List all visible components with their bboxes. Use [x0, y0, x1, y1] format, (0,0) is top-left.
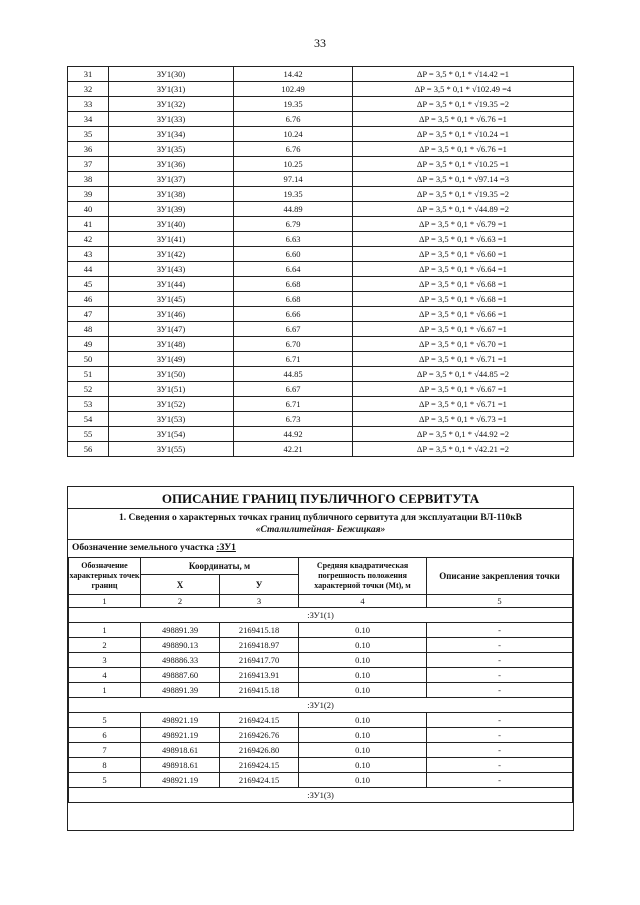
parcel-id: ЗУ1(48) [109, 337, 234, 352]
group-row [69, 788, 573, 803]
parcel-id: ЗУ1(46) [109, 307, 234, 322]
point-id: 8 [69, 758, 141, 773]
table-row [69, 668, 573, 683]
table-row [69, 623, 573, 638]
area-value: 6.70 [234, 337, 353, 352]
table-row [68, 382, 574, 397]
coord-y: 2169418.97 [220, 638, 299, 653]
table-row [68, 352, 574, 367]
col-number: 1 [69, 595, 141, 608]
delta-formula: ΔP = 3,5 * 0,1 * √6.67 =1 [353, 382, 574, 397]
parcel-id: ЗУ1(33) [109, 112, 234, 127]
group-label: :ЗУ1(1) [69, 608, 573, 623]
area-value: 44.85 [234, 367, 353, 382]
header-y: У [220, 575, 299, 595]
row-number: 46 [68, 292, 109, 307]
parcel-designation [72, 543, 236, 553]
area-value: 6.76 [234, 142, 353, 157]
col-number: 5 [427, 595, 573, 608]
area-value: 6.68 [234, 277, 353, 292]
coord-y: 2169424.15 [220, 758, 299, 773]
table-row [68, 442, 574, 457]
fixing-desc: - [427, 653, 573, 668]
table-row [68, 187, 574, 202]
delta-formula: ΔP = 3,5 * 0,1 * √44.85 =2 [353, 367, 574, 382]
row-number: 38 [68, 172, 109, 187]
row-number: 36 [68, 142, 109, 157]
coord-x: 498891.39 [141, 683, 220, 698]
group-label: :ЗУ1(3) [69, 788, 573, 803]
row-number: 34 [68, 112, 109, 127]
parcel-id: ЗУ1(44) [109, 277, 234, 292]
coord-x: 498886.33 [141, 653, 220, 668]
table-row [69, 743, 573, 758]
parcel-id: ЗУ1(47) [109, 322, 234, 337]
row-number: 33 [68, 97, 109, 112]
row-number: 43 [68, 247, 109, 262]
point-id: 7 [69, 743, 141, 758]
accuracy-value: 0.10 [299, 623, 427, 638]
row-number: 32 [68, 82, 109, 97]
header-accuracy: Средняя квадратическая погрешность положения характерной точки (Мt), м [299, 558, 427, 595]
parcel-id: ЗУ1(45) [109, 292, 234, 307]
point-id: 6 [69, 728, 141, 743]
row-number: 55 [68, 427, 109, 442]
accuracy-value: 0.10 [299, 683, 427, 698]
coord-y: 2169426.80 [220, 743, 299, 758]
table-row [69, 638, 573, 653]
table-row [68, 127, 574, 142]
accuracy-value: 0.10 [299, 653, 427, 668]
delta-formula: ΔP = 3,5 * 0,1 * √6.63 =1 [353, 232, 574, 247]
parcel-id: ЗУ1(52) [109, 397, 234, 412]
header-x: Х [141, 575, 220, 595]
area-value: 6.76 [234, 112, 353, 127]
parcel-id: ЗУ1(31) [109, 82, 234, 97]
row-number: 54 [68, 412, 109, 427]
row-number: 35 [68, 127, 109, 142]
row-number: 37 [68, 157, 109, 172]
delta-formula: ΔP = 3,5 * 0,1 * √6.71 =1 [353, 397, 574, 412]
parcel-id: ЗУ1(36) [109, 157, 234, 172]
area-value: 44.89 [234, 202, 353, 217]
accuracy-value: 0.10 [299, 713, 427, 728]
parcel-id: ЗУ1(40) [109, 217, 234, 232]
area-value: 97.14 [234, 172, 353, 187]
delta-formula: ΔP = 3,5 * 0,1 * √44.92 =2 [353, 427, 574, 442]
row-number: 45 [68, 277, 109, 292]
section-title: ОПИСАНИЕ ГРАНИЦ ПУБЛИЧНОГО СЕРВИТУТА [161, 491, 480, 506]
table-row [68, 277, 574, 292]
parcel-id: ЗУ1(55) [109, 442, 234, 457]
area-value: 6.79 [234, 217, 353, 232]
delta-formula: ΔP = 3,5 * 0,1 * √6.68 =1 [353, 292, 574, 307]
table-row [69, 728, 573, 743]
table-row [68, 157, 574, 172]
row-number: 50 [68, 352, 109, 367]
area-value: 6.66 [234, 307, 353, 322]
coord-x: 498921.19 [141, 728, 220, 743]
table-row [68, 112, 574, 127]
delta-formula: ΔP = 3,5 * 0,1 * √6.71 =1 [353, 352, 574, 367]
table-row [68, 217, 574, 232]
delta-formula: ΔP = 3,5 * 0,1 * √42.21 =2 [353, 442, 574, 457]
area-value: 10.24 [234, 127, 353, 142]
point-id: 1 [69, 623, 141, 638]
coord-x: 498887.60 [141, 668, 220, 683]
col-number: 3 [220, 595, 299, 608]
header-coords: Координаты, м [141, 558, 299, 575]
delta-formula: ΔP = 3,5 * 0,1 * √6.76 =1 [353, 112, 574, 127]
table-row [69, 758, 573, 773]
coord-x: 498891.39 [141, 623, 220, 638]
accuracy-value: 0.10 [299, 758, 427, 773]
fixing-desc: - [427, 773, 573, 788]
col-number: 4 [299, 595, 427, 608]
delta-formula: ΔP = 3,5 * 0,1 * √19.35 =2 [353, 97, 574, 112]
point-id: 5 [69, 773, 141, 788]
delta-formula: ΔP = 3,5 * 0,1 * √6.66 =1 [353, 307, 574, 322]
header-points: Обозначение характерных точек границ [69, 558, 141, 595]
area-value: 14.42 [234, 67, 353, 82]
accuracy-value: 0.10 [299, 668, 427, 683]
area-value: 44.92 [234, 427, 353, 442]
delta-formula: ΔP = 3,5 * 0,1 * √6.70 =1 [353, 337, 574, 352]
parcel-id: ЗУ1(32) [109, 97, 234, 112]
table-row [68, 307, 574, 322]
coord-y: 2169415.18 [220, 623, 299, 638]
fixing-desc: - [427, 638, 573, 653]
page-number: 33 [314, 36, 326, 50]
row-number: 40 [68, 202, 109, 217]
coord-y: 2169426.76 [220, 728, 299, 743]
delta-formula: ΔP = 3,5 * 0,1 * √6.76 =1 [353, 142, 574, 157]
fixing-desc: - [427, 743, 573, 758]
delta-formula: ΔP = 3,5 * 0,1 * √6.60 =1 [353, 247, 574, 262]
point-id: 4 [69, 668, 141, 683]
table-row [68, 292, 574, 307]
parcel-id: ЗУ1(50) [109, 367, 234, 382]
divider [68, 539, 573, 540]
section-subtitle-line: «Сталилитейная- Бежицкая» [255, 525, 386, 535]
area-value: 6.71 [234, 397, 353, 412]
table-row [68, 322, 574, 337]
point-id: 5 [69, 713, 141, 728]
area-value: 6.64 [234, 262, 353, 277]
delta-formula: ΔP = 3,5 * 0,1 * √10.25 =1 [353, 157, 574, 172]
section-subtitle: 1. Сведения о характерных точках границ публичного сервитута для эксплуатации ВЛ-110кВ [118, 513, 523, 523]
row-number: 49 [68, 337, 109, 352]
table-row [69, 683, 573, 698]
delta-formula: ΔP = 3,5 * 0,1 * √14.42 =1 [353, 67, 574, 82]
row-number: 53 [68, 397, 109, 412]
area-value: 102.49 [234, 82, 353, 97]
parcel-id: ЗУ1(51) [109, 382, 234, 397]
parcel-id: ЗУ1(35) [109, 142, 234, 157]
delta-formula: ΔP = 3,5 * 0,1 * √44.89 =2 [353, 202, 574, 217]
table-row [68, 262, 574, 277]
area-value: 6.63 [234, 232, 353, 247]
table-row [68, 67, 574, 82]
row-number: 42 [68, 232, 109, 247]
delta-formula: ΔP = 3,5 * 0,1 * √6.64 =1 [353, 262, 574, 277]
delta-table [67, 66, 574, 457]
delta-formula: ΔP = 3,5 * 0,1 * √97.14 =3 [353, 172, 574, 187]
table-row [69, 713, 573, 728]
parcel-id: ЗУ1(49) [109, 352, 234, 367]
parcel-id: ЗУ1(39) [109, 202, 234, 217]
table-row [68, 232, 574, 247]
row-number: 47 [68, 307, 109, 322]
parcel-id: ЗУ1(42) [109, 247, 234, 262]
parcel-id: ЗУ1(41) [109, 232, 234, 247]
delta-formula: ΔP = 3,5 * 0,1 * √102.49 =4 [353, 82, 574, 97]
row-number: 48 [68, 322, 109, 337]
area-value: 19.35 [234, 187, 353, 202]
parcel-id: ЗУ1(54) [109, 427, 234, 442]
parcel-id: ЗУ1(34) [109, 127, 234, 142]
accuracy-value: 0.10 [299, 728, 427, 743]
area-value: 6.71 [234, 352, 353, 367]
servitude-section [67, 486, 574, 831]
fixing-desc: - [427, 713, 573, 728]
delta-formula: ΔP = 3,5 * 0,1 * √19.35 =2 [353, 187, 574, 202]
area-value: 6.67 [234, 322, 353, 337]
point-id: 2 [69, 638, 141, 653]
parcel-label: Обозначение земельного участка [72, 543, 214, 553]
row-number: 31 [68, 67, 109, 82]
table-row [68, 427, 574, 442]
parcel-id: ЗУ1(30) [109, 67, 234, 82]
area-value: 19.35 [234, 97, 353, 112]
area-value: 6.67 [234, 382, 353, 397]
area-value: 6.60 [234, 247, 353, 262]
accuracy-value: 0.10 [299, 773, 427, 788]
area-value: 6.73 [234, 412, 353, 427]
area-value: 42.21 [234, 442, 353, 457]
table-row [68, 202, 574, 217]
coord-y: 2169415.18 [220, 683, 299, 698]
fixing-desc: - [427, 683, 573, 698]
coord-y: 2169413.91 [220, 668, 299, 683]
group-label: :ЗУ1(2) [69, 698, 573, 713]
table-row [69, 653, 573, 668]
divider [68, 508, 573, 509]
delta-formula: ΔP = 3,5 * 0,1 * √6.73 =1 [353, 412, 574, 427]
coord-x: 498921.19 [141, 773, 220, 788]
table-row [68, 337, 574, 352]
row-number: 41 [68, 217, 109, 232]
point-id: 1 [69, 683, 141, 698]
header-fixing: Описание закрепления точки [427, 558, 573, 595]
group-row [69, 698, 573, 713]
point-id: 3 [69, 653, 141, 668]
coord-y: 2169417.70 [220, 653, 299, 668]
points-table [68, 557, 573, 803]
table-row [68, 247, 574, 262]
table-row [68, 97, 574, 112]
coord-y: 2169424.15 [220, 713, 299, 728]
coord-x: 498918.61 [141, 758, 220, 773]
coord-x: 498921.19 [141, 713, 220, 728]
parcel-id: ЗУ1(38) [109, 187, 234, 202]
delta-formula: ΔP = 3,5 * 0,1 * √6.68 =1 [353, 277, 574, 292]
fixing-desc: - [427, 758, 573, 773]
coord-y: 2169424.15 [220, 773, 299, 788]
parcel-id: ЗУ1(53) [109, 412, 234, 427]
fixing-desc: - [427, 668, 573, 683]
table-row [69, 773, 573, 788]
row-number: 52 [68, 382, 109, 397]
delta-formula: ΔP = 3,5 * 0,1 * √10.24 =1 [353, 127, 574, 142]
group-row [69, 608, 573, 623]
row-number: 56 [68, 442, 109, 457]
row-number: 51 [68, 367, 109, 382]
table-row [68, 172, 574, 187]
table-row [68, 367, 574, 382]
table-row [68, 412, 574, 427]
parcel-value: :ЗУ1 [216, 543, 236, 553]
parcel-id: ЗУ1(37) [109, 172, 234, 187]
table-row [68, 142, 574, 157]
table-row [68, 82, 574, 97]
coord-x: 498890.13 [141, 638, 220, 653]
row-number: 44 [68, 262, 109, 277]
area-value: 6.68 [234, 292, 353, 307]
row-number: 39 [68, 187, 109, 202]
parcel-id: ЗУ1(43) [109, 262, 234, 277]
delta-formula: ΔP = 3,5 * 0,1 * √6.67 =1 [353, 322, 574, 337]
accuracy-value: 0.10 [299, 743, 427, 758]
col-number: 2 [141, 595, 220, 608]
area-value: 10.25 [234, 157, 353, 172]
table-row [68, 397, 574, 412]
coord-x: 498918.61 [141, 743, 220, 758]
fixing-desc: - [427, 623, 573, 638]
delta-formula: ΔP = 3,5 * 0,1 * √6.79 =1 [353, 217, 574, 232]
fixing-desc: - [427, 728, 573, 743]
accuracy-value: 0.10 [299, 638, 427, 653]
